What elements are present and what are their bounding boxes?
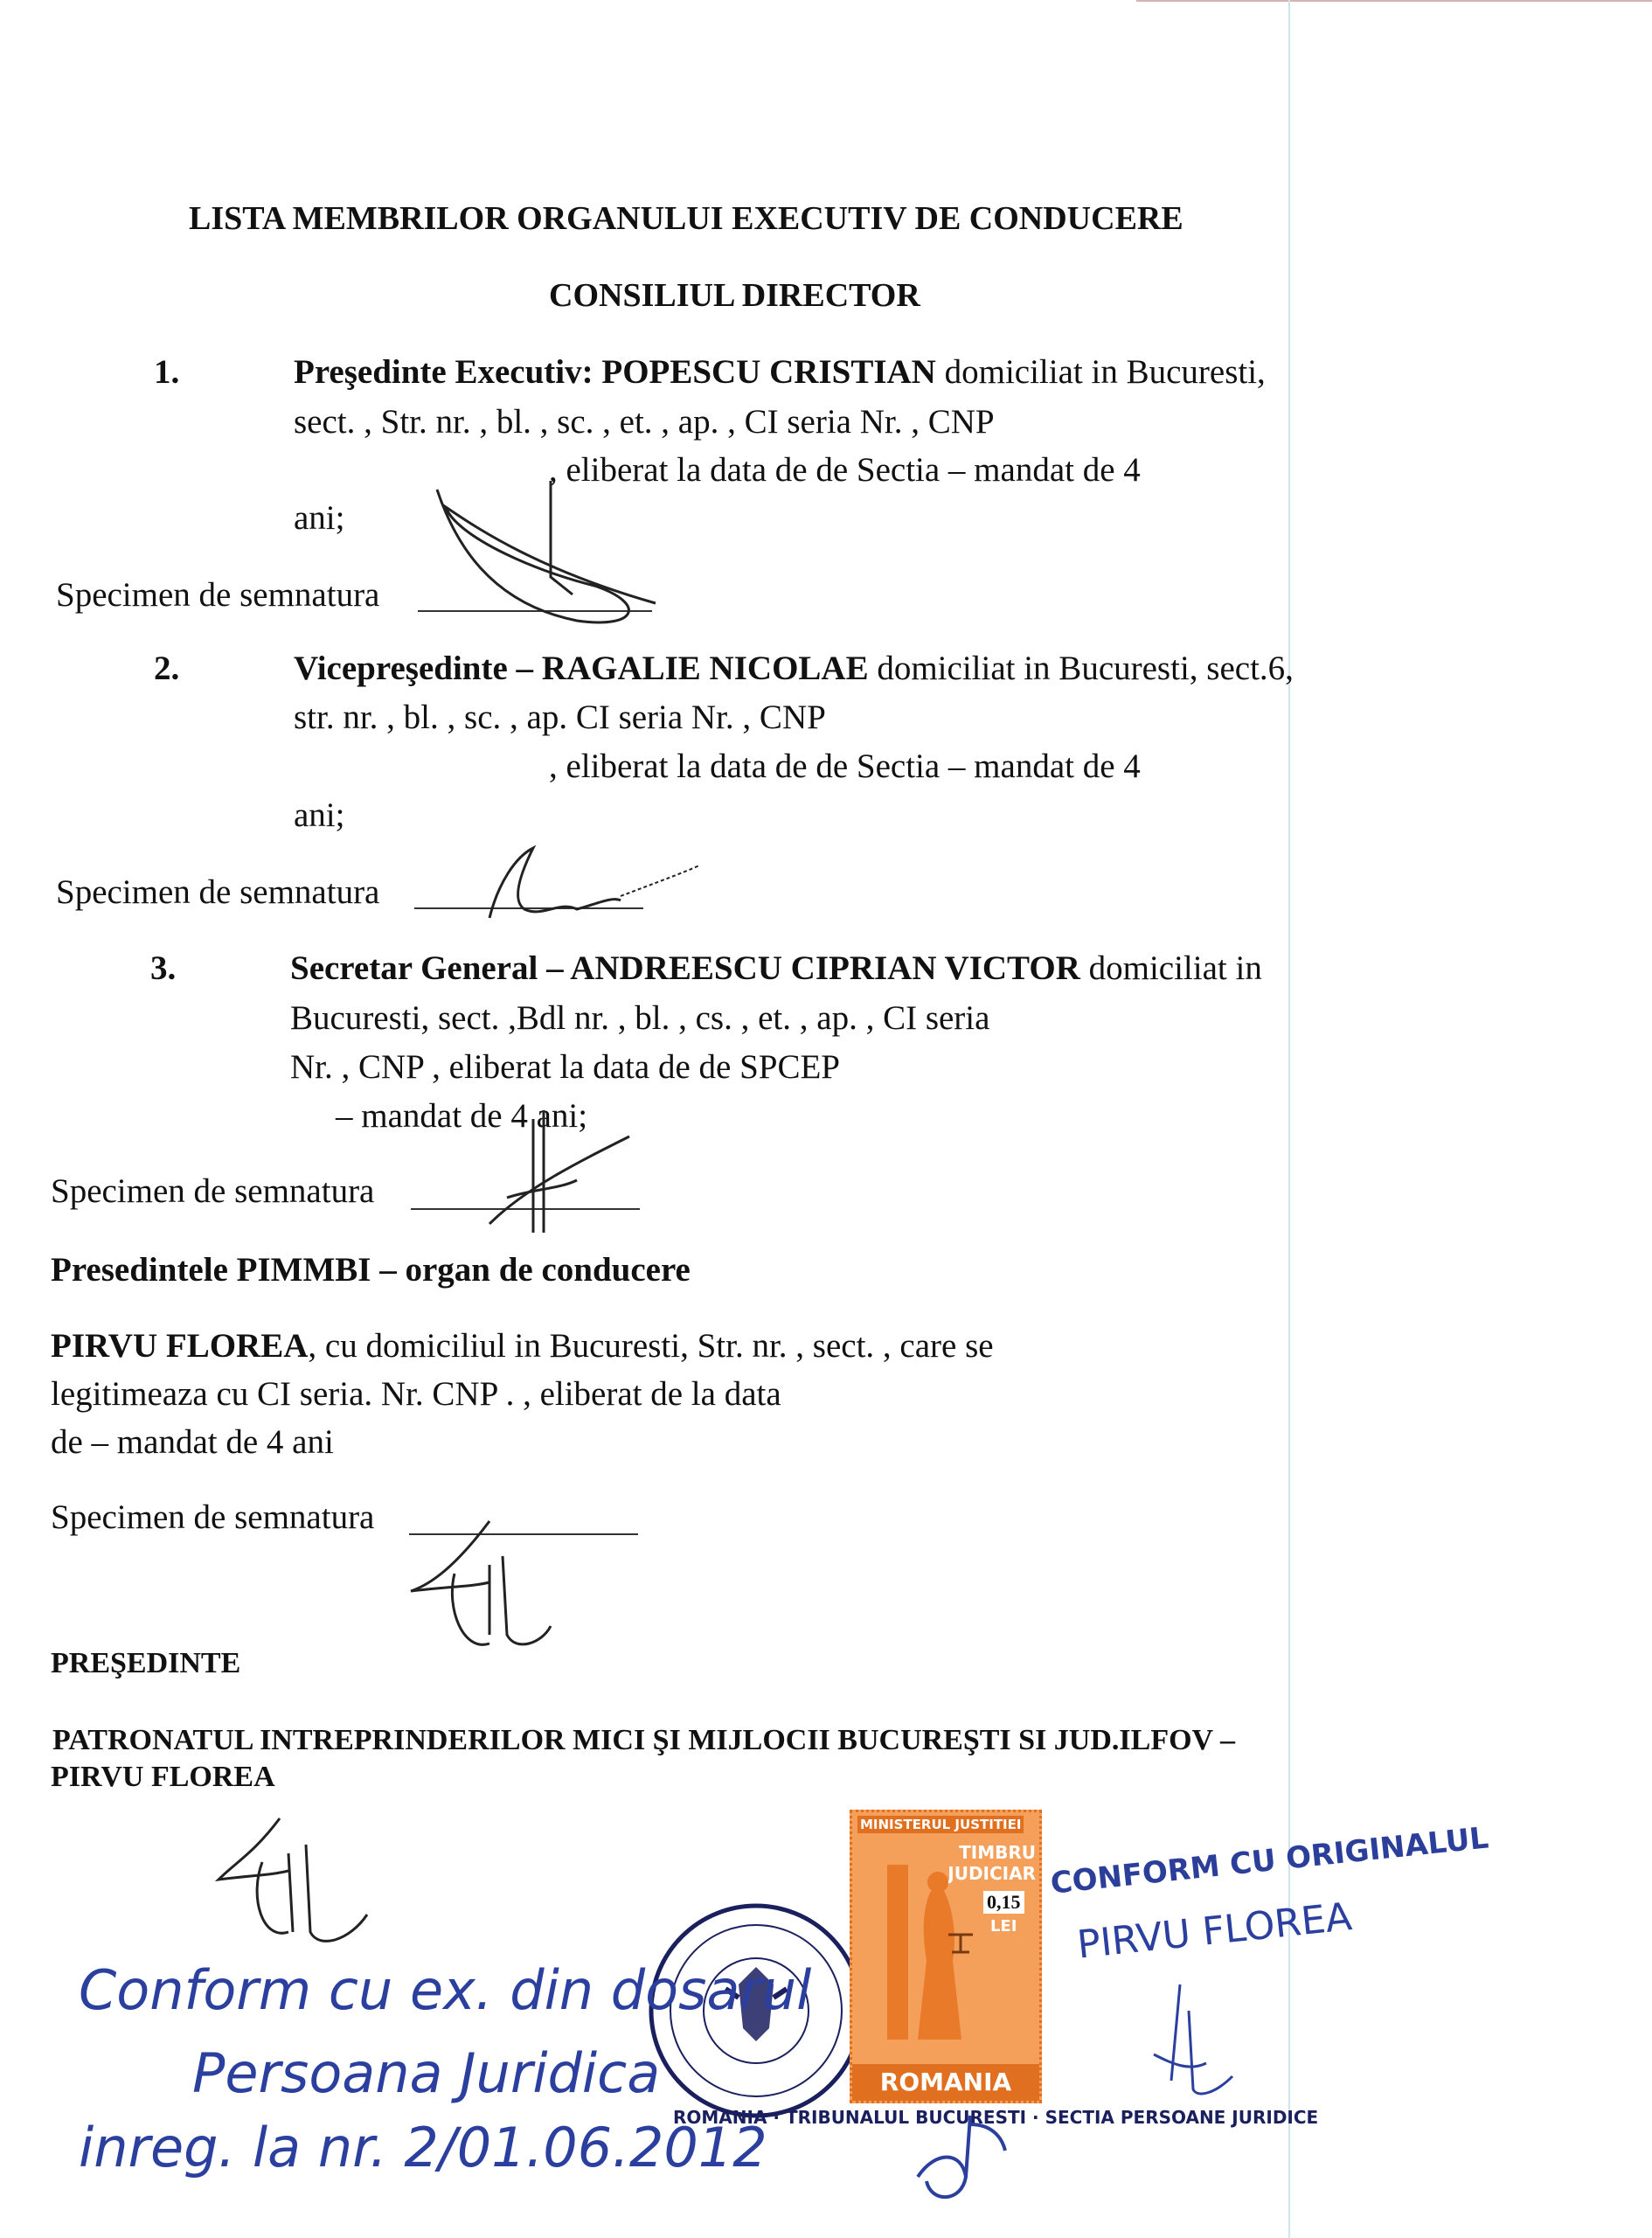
member-1-line3: , eliberat la data de de Sectia – mandat de 4 [549, 451, 1141, 489]
member-3-role: Secretar General – ANDREESCU CIPRIAN VICTOR [290, 949, 1080, 987]
member-1-number: 1. [154, 353, 180, 391]
footer-org: PATRONATUL INTREPRINDERILOR MICI ŞI MIJLOCII BUCUREŞTI SI JUD.ILFOV – [52, 1724, 1235, 1756]
top-edge-line [1136, 0, 1652, 2]
footer-signature [201, 1801, 402, 1967]
conform-stamp: CONFORM CU ORIGINALUL [1049, 1820, 1490, 1901]
member-2-line1-rest: domiciliat in Bucuresti, sect.6, [877, 650, 1294, 687]
document-title: LISTA MEMBRILOR ORGANULUI EXECUTIV DE CONDUCERE [189, 200, 1183, 237]
document-subtitle: CONSILIUL DIRECTOR [549, 277, 920, 314]
round-seal-text: ROMANIA · TRIBUNALUL BUCURESTI · SECTIA PERSOANE JURIDICE [673, 2107, 1319, 2128]
member-1-line1 [294, 352, 1266, 393]
member-2-line4: ani; [294, 796, 345, 834]
pimmbi-line1 [51, 1326, 994, 1366]
member-1-specimen-label: Specimen de semnatura [56, 576, 380, 614]
handwritten-initials [900, 2098, 1023, 2221]
member-2-line1 [294, 649, 1294, 689]
timbru-stamp [850, 1810, 1042, 2103]
pimmbi-line1-rest: , cu domiciliul in Bucuresti, Str. nr. , sect. , care se [308, 1327, 994, 1365]
member-3-number: 3. [150, 949, 177, 987]
pimmbi-name: PIRVU FLOREA [51, 1327, 309, 1365]
pimmbi-heading: Presedintele PIMMBI – organ de conducere [51, 1251, 691, 1289]
footer-role: PREŞEDINTE [51, 1647, 241, 1679]
member-3-line1 [290, 949, 1262, 989]
member-2-specimen-label: Specimen de semnatura [56, 873, 380, 911]
timbru-label: TIMBRU JUDICIAR [947, 1842, 1036, 1884]
member-1-line4: ani; [294, 499, 345, 537]
footer-name: PIRVU FLOREA [51, 1761, 275, 1793]
member-2-role: Vicepreşedinte – RAGALIE NICOLAE [294, 650, 869, 687]
handwritten-line-3: inreg. la nr. 2/01.06.2012 [79, 2116, 767, 2179]
member-1-line1-rest: domiciliat in Bucuresti, [944, 353, 1266, 391]
handwritten-line-1: Conform cu ex. din dosarul [79, 1958, 812, 2022]
timbru-country: ROMANIA [852, 2064, 1039, 2101]
member-3-line3: Nr. , CNP , eliberat la data de de SPCEP [290, 1048, 840, 1086]
member-2-number: 2. [154, 650, 180, 687]
member-2-line3: , eliberat la data de de Sectia – mandat de 4 [549, 747, 1141, 785]
pimmbi-specimen-label: Specimen de semnatura [51, 1498, 375, 1536]
handwritten-line-2: Persoana Juridica [192, 2041, 661, 2105]
conform-name: PIRVU FLOREA [1075, 1894, 1354, 1968]
justice-figure-icon [878, 1856, 975, 2057]
member-3-line4: – mandat de 4 ani; [336, 1097, 588, 1135]
member-1-line2: sect. , Str. nr. , bl. , sc. , et. , ap. , CI seria Nr. , CNP [294, 403, 995, 441]
timbru-ministry: MINISTERUL JUSTITIEI [857, 1816, 1024, 1833]
member-1-role: Preşedinte Executiv: POPESCU CRISTIAN [294, 353, 936, 391]
member-3-line1-rest: domiciliat in [1088, 949, 1262, 987]
timbru-value: 0,15 [983, 1891, 1024, 1914]
member-3-line2: Bucuresti, sect. ,Bdl nr. , bl. , cs. , et. , ap. , CI seria [290, 999, 990, 1037]
timbru-currency: LEI [990, 1917, 1017, 1936]
pimmbi-line3: de – mandat de 4 ani [51, 1423, 334, 1461]
member-2-line2: str. nr. , bl. , sc. , ap. CI seria Nr. , CNP [294, 699, 826, 736]
member-3-signature [472, 1102, 647, 1241]
pimmbi-signature [393, 1504, 586, 1670]
member-2-signature [437, 822, 717, 944]
conform-signature [1128, 1976, 1250, 2107]
member-1-signature [420, 472, 682, 647]
member-3-specimen-label: Specimen de semnatura [51, 1172, 375, 1210]
pimmbi-line2: legitimeaza cu CI seria. Nr. CNP . , eliberat de la data [51, 1375, 781, 1413]
